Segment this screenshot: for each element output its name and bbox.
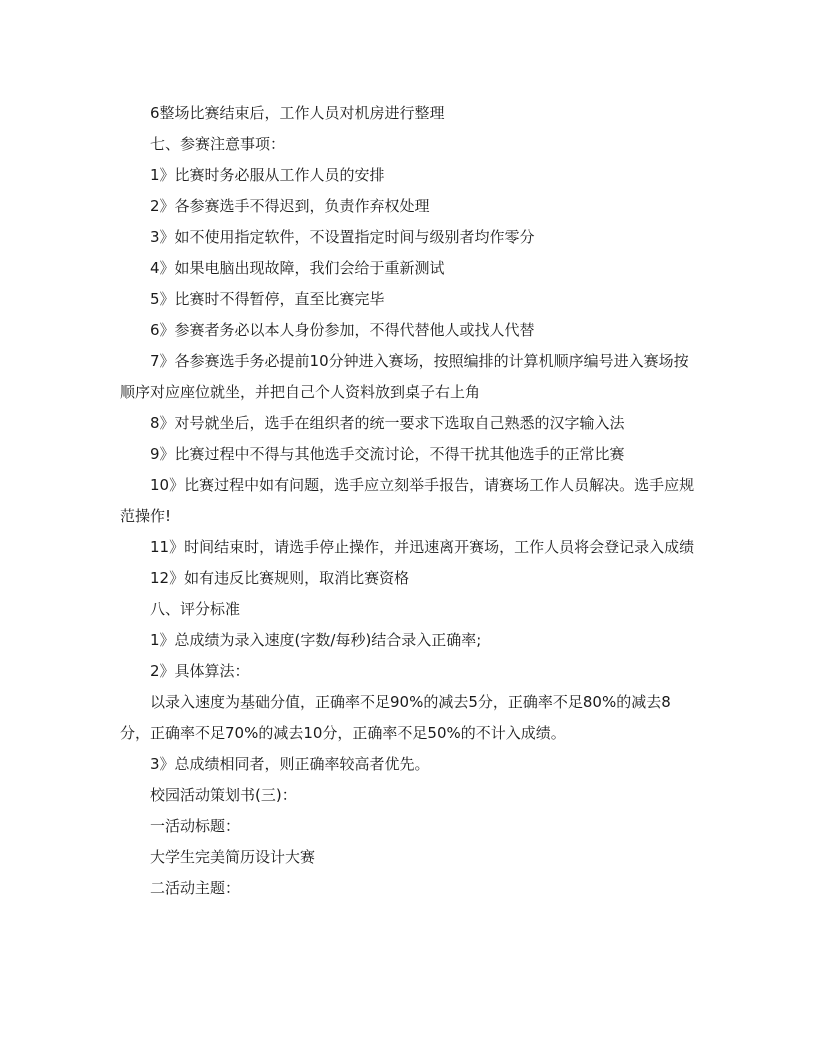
notice-item-7: 7》各参赛选手务必提前10分钟进入赛场，按照编排的计算机顺序编号进入赛场按顺序对应座位就坐，并把自己个人资料放到桌子右上角 xyxy=(120,352,689,401)
paragraph-cleanup-after-match: 6整场比赛结束后，工作人员对机房进行整理 xyxy=(150,104,445,122)
notice-item-4: 4》如果电脑出现故障，我们会给于重新测试 xyxy=(150,259,445,277)
notice-item-6: 6》参赛者务必以本人身份参加，不得代替他人或找人代替 xyxy=(150,321,535,339)
scoring-item-2: 2》具体算法： xyxy=(150,662,250,680)
notice-item-2: 2》各参赛选手不得迟到，负责作弃权处理 xyxy=(150,197,430,215)
notice-item-11: 11》时间结束时，请选手停止操作，并迅速离开赛场，工作人员将会登记录入成绩 xyxy=(150,538,695,556)
notice-item-5: 5》比赛时不得暂停，直至比赛完毕 xyxy=(150,290,385,308)
document-body xyxy=(120,98,700,904)
activity-title-label: 一活动标题： xyxy=(150,817,241,835)
scoring-item-3: 3》总成绩相同者，则正确率较高者优先。 xyxy=(150,755,430,773)
notice-item-3: 3》如不使用指定软件，不设置指定时间与级别者均作零分 xyxy=(150,228,535,246)
plan-heading-3: 校园活动策划书(三)： xyxy=(150,786,297,804)
scoring-algorithm: 以录入速度为基础分值，正确率不足90%的减去5分，正确率不足80%的减去8分，正确率不足70%的减去10分，正确率不足50%的不计入成绩。 xyxy=(120,693,671,742)
notice-item-8: 8》对号就坐后，选手在组织者的统一要求下选取自己熟悉的汉字输入法 xyxy=(150,414,625,432)
notice-item-10: 10》比赛过程中如有问题，选手应立刻举手报告，请赛场工作人员解决。选手应规范操作! xyxy=(120,476,695,525)
section-heading-notices: 七、参赛注意事项： xyxy=(150,135,286,153)
notice-item-9: 9》比赛过程中不得与其他选手交流讨论，不得干扰其他选手的正常比赛 xyxy=(150,445,625,463)
notice-item-12: 12》如有违反比赛规则，取消比赛资格 xyxy=(150,569,410,587)
section-heading-scoring: 八、评分标准 xyxy=(150,600,241,618)
scoring-item-1: 1》总成绩为录入速度(字数/每秒)结合录入正确率; xyxy=(150,631,482,649)
activity-title: 大学生完美简历设计大赛 xyxy=(150,848,316,866)
notice-item-1: 1》比赛时务必服从工作人员的安排 xyxy=(150,166,385,184)
activity-theme-label: 二活动主题： xyxy=(150,879,241,897)
